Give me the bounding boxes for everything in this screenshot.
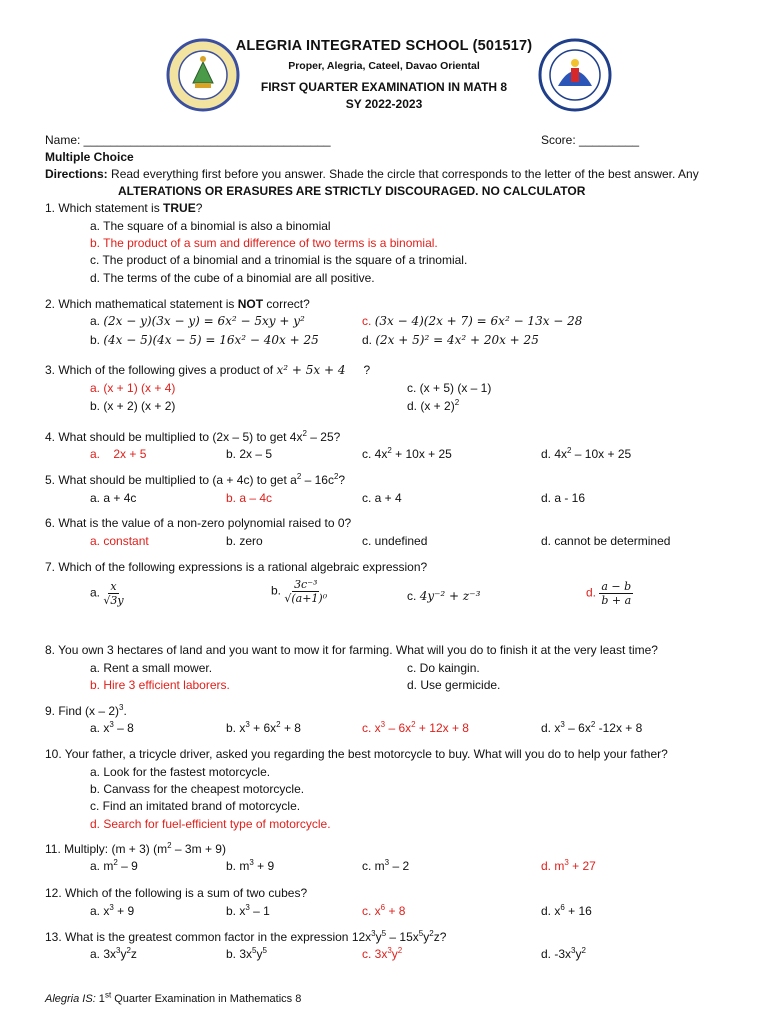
q13-option-a[interactable] (90, 947, 137, 961)
name-field[interactable]: Name: _____________________________________ (45, 133, 331, 147)
q3-stem-end: ? (363, 363, 371, 377)
question-4 (45, 430, 340, 444)
q12-c-1: c. x (362, 904, 381, 918)
school-address: Proper, Alegria, Cateel, Davao Oriental (288, 60, 480, 72)
q13-s2: 3 (371, 929, 376, 938)
q13-s8: 2 (429, 929, 434, 938)
q13-option-d[interactable] (541, 947, 586, 961)
q7-a-denominator: √3y (103, 594, 124, 607)
q3-option-a[interactable]: a. (x + 1) (x + 4) (90, 381, 176, 395)
q9-c-3: – 6x (385, 721, 412, 735)
q13-a-1: a. 3x (90, 947, 117, 961)
question-8: 8. You own 3 hectares of land and you want to mow it for farming. What will you do to finish it at the very least time? (45, 643, 658, 657)
q4-c-a: c. 4x (362, 447, 388, 461)
q9-option-d[interactable] (541, 721, 642, 735)
question-1 (45, 201, 202, 215)
question-7: 7. Which of the following expressions is a rational algebraic expression? (45, 560, 428, 574)
q9-c-5: + 12x + 8 (415, 721, 469, 735)
q11-exp: 2 (167, 841, 172, 850)
q13-s7: y (423, 930, 430, 944)
q13-a-5: z (130, 947, 137, 961)
q13-c-1: c. 3x (362, 947, 388, 961)
footer-sup: st (104, 990, 112, 1000)
directions-text: Read everything first before you answer. Shade the circle that corresponds to the letter of the best answer. Any (107, 167, 699, 181)
q9-a-1: a. x (90, 721, 110, 735)
q9-a-2: 3 (109, 720, 114, 729)
q3-option-c[interactable]: c. (x + 5) (x – 1) (407, 381, 492, 395)
q4-d-c: – 10x + 25 (571, 447, 632, 461)
q11-d-1: d. m (541, 859, 565, 873)
q2-b-label: b. (90, 333, 101, 347)
q13-b-1: b. 3x (226, 947, 253, 961)
q13-c-2: 3 (387, 946, 392, 955)
q9-b-2: 3 (245, 720, 250, 729)
q9-exp: 3 (119, 703, 124, 712)
q1-option-b[interactable]: b. The product of a sum and difference of two terms is a binomial. (90, 236, 438, 250)
q9-c-2: 3 (380, 720, 386, 729)
q6-option-b[interactable]: b. zero (226, 534, 263, 548)
q5-stem-end: ? (338, 473, 346, 487)
q3-stem: 3. Which of the following gives a product of (45, 363, 277, 377)
q7-b-denominator: √(a+1)⁰ (284, 592, 328, 605)
school-year: SY 2022-2023 (345, 97, 423, 111)
q11-a-3: – 9 (117, 859, 138, 873)
q7-a-fraction (103, 580, 123, 607)
q11-b-3: + 9 (253, 859, 275, 873)
q12-d-1: d. x (541, 904, 561, 918)
q9-option-b[interactable] (226, 721, 301, 735)
q13-s5: – 15x (386, 930, 419, 944)
footer-post: Quarter Examination in Mathematics 8 (111, 993, 302, 1005)
q7-b-fraction (284, 578, 327, 605)
section-title: Multiple Choice (45, 150, 134, 164)
q5-stem: 5. What should be multiplied to (a + 4c) to get a (45, 473, 297, 487)
q4-c-exp: 2 (387, 446, 392, 455)
q13-b-4: 5 (262, 946, 267, 955)
question-2 (45, 297, 310, 311)
q12-b-3: – 1 (249, 904, 270, 918)
q2-d-label: d. (362, 333, 373, 347)
q8-option-d[interactable]: d. Use germicide. (407, 678, 501, 692)
q2-option-b[interactable] (90, 333, 319, 347)
q11-c-3: – 2 (389, 859, 410, 873)
footer-pre: 1 (95, 993, 105, 1005)
q11-c-1: c. m (362, 859, 385, 873)
q12-option-a[interactable] (90, 904, 134, 918)
q1-stem: 1. Which statement is (45, 201, 164, 215)
q5-exp2: 2 (333, 472, 339, 481)
q1-emph: TRUE (163, 201, 196, 215)
page-footer (45, 990, 302, 1005)
q12-option-b[interactable] (226, 904, 270, 918)
q9-b-5: + 8 (280, 721, 301, 735)
q9-b-3: + 6x (249, 721, 277, 735)
q1-stem-end: ? (195, 201, 203, 215)
question-6: 6. What is the value of a non-zero polynomial raised to 0? (45, 516, 352, 530)
q2-b-expr: (4x − 5)(4x − 5) = 16x² − 40x + 25 (103, 333, 319, 347)
q7-option-b[interactable] (271, 578, 327, 605)
q12-c-3: + 8 (385, 904, 406, 918)
q10-option-d[interactable]: d. Search for fuel-efficient type of motorcycle. (90, 817, 331, 831)
q9-b-4: 2 (276, 720, 281, 729)
q11-a-1: a. m (90, 859, 114, 873)
q13-s3: y (375, 930, 382, 944)
q7-d-denominator: b + a (601, 594, 632, 607)
q2-stem-end: correct? (263, 297, 310, 311)
q7-option-d[interactable] (586, 580, 633, 607)
q7-d-label: d. (586, 585, 597, 600)
q8-option-b[interactable]: b. Hire 3 efficient laborers. (90, 678, 230, 692)
q1-option-d[interactable]: d. The terms of the cube of a binomial are all positive. (90, 271, 375, 285)
q5-option-d[interactable]: d. a - 16 (541, 491, 586, 505)
q13-c-3: y (391, 947, 398, 961)
q12-b-1: b. x (226, 904, 246, 918)
q11-option-d[interactable] (541, 859, 596, 873)
q13-a-3: y (120, 947, 127, 961)
q5-option-c[interactable]: c. a + 4 (362, 491, 402, 505)
question-3 (45, 363, 370, 377)
question-9 (45, 704, 127, 718)
q12-option-d[interactable] (541, 904, 592, 918)
question-13 (45, 930, 446, 944)
q9-d-2: 3 (560, 720, 565, 729)
q2-c-expr: (3x − 4)(2x + 7) = 6x² − 13x − 28 (374, 314, 583, 328)
q11-option-a[interactable] (90, 859, 138, 873)
q5-stem-mid: – 16c (301, 473, 334, 487)
q13-s1: 13. What is the greatest common factor in the expression 12x (45, 930, 372, 944)
q12-a-3: + 9 (113, 904, 135, 918)
question-5 (45, 473, 345, 487)
q7-c-label: c. (407, 589, 417, 603)
q11-option-b[interactable] (226, 859, 274, 873)
q3-option-b[interactable]: b. (x + 2) (x + 2) (90, 399, 176, 413)
q2-option-a[interactable] (90, 314, 305, 328)
q3-d-text: d. (x + 2) (407, 399, 455, 413)
q9-c-1: c. x (362, 721, 381, 735)
q1-option-a[interactable]: a. The square of a binomial is also a binomial (90, 219, 331, 233)
question-12: 12. Which of the following is a sum of two cubes? (45, 886, 308, 900)
q5-option-b[interactable]: b. a – 4c (226, 491, 273, 505)
q13-d-4: 2 (581, 946, 586, 955)
question-11 (45, 842, 226, 856)
q5-exp1: 2 (296, 472, 302, 481)
score-field[interactable]: Score: _________ (541, 133, 640, 147)
q4-d-exp: 2 (567, 446, 572, 455)
q9-d-4: 2 (590, 720, 596, 729)
q1-option-c[interactable]: c. The product of a binomial and a trinomial is the square of a trinomial. (90, 253, 468, 267)
q2-option-c[interactable] (362, 314, 582, 328)
q3-option-d[interactable] (407, 399, 459, 413)
footer-school: Alegria IS: (45, 993, 96, 1005)
q7-c-expr: 4y⁻² + z⁻³ (419, 589, 481, 603)
q3-expr: x² + 5x + 4 (276, 363, 346, 377)
q9-stem-end: . (123, 704, 127, 718)
q5-option-a[interactable]: a. a + 4c (90, 491, 137, 505)
q13-option-b[interactable] (226, 947, 267, 961)
exam-title: FIRST QUARTER EXAMINATION IN MATH 8 (260, 80, 508, 94)
q12-d-3: + 16 (564, 904, 592, 918)
q12-b-2: 3 (245, 903, 250, 912)
q13-a-4: 2 (126, 946, 131, 955)
q6-option-c[interactable]: c. undefined (362, 534, 428, 548)
q10-option-c[interactable]: c. Find an imitated brand of motorcycle. (90, 799, 301, 813)
q2-stem: 2. Which mathematical statement is (45, 297, 238, 311)
q6-option-a[interactable]: a. constant (90, 534, 149, 548)
q11-stem: 11. Multiply: (m + 3) (m (45, 842, 168, 856)
q9-option-c[interactable] (362, 721, 469, 735)
q13-c-4: 2 (397, 946, 403, 955)
q4-stem-end: – 25? (306, 430, 341, 444)
q9-d-3: – 6x (564, 721, 591, 735)
q11-b-1: b. m (226, 859, 250, 873)
q2-c-label: c. (362, 314, 372, 328)
q6-option-d[interactable]: d. cannot be determined (541, 534, 671, 548)
q7-option-a[interactable] (90, 580, 124, 607)
q11-a-2: 2 (113, 858, 118, 867)
q12-option-c[interactable] (362, 904, 405, 918)
q2-a-label: a. (90, 314, 101, 328)
q7-a-label: a. (90, 585, 101, 600)
q11-d-2: 3 (564, 858, 569, 867)
q8-option-a[interactable]: a. Rent a small mower. (90, 661, 213, 675)
q12-a-1: a. x (90, 904, 110, 918)
q10-option-a[interactable]: a. Look for the fastest motorcycle. (90, 765, 271, 779)
q8-option-c[interactable]: c. Do kaingin. (407, 661, 480, 675)
q9-d-1: d. x (541, 721, 561, 735)
q7-d-fraction (599, 580, 633, 607)
q13-a-2: 3 (116, 946, 121, 955)
q11-b-2: 3 (249, 858, 254, 867)
q9-b-1: b. x (226, 721, 246, 735)
q13-s4: 5 (381, 929, 387, 938)
q13-s9: z? (433, 930, 447, 944)
q11-option-c[interactable] (362, 859, 409, 873)
q2-a-expr: (2x − y)(3x − y) = 6x² − 5xy + y² (103, 314, 305, 328)
q4-option-b[interactable]: b. 2x – 5 (226, 447, 273, 461)
q7-b-label: b. (271, 583, 282, 598)
q4-c-c: + 10x + 25 (391, 447, 452, 461)
q4-d-a: d. 4x (541, 447, 568, 461)
q12-d-2: 6 (560, 903, 565, 912)
q7-a-numerator: x (110, 580, 117, 593)
q4-option-c[interactable] (362, 447, 452, 461)
q10-option-b[interactable]: b. Canvass for the cheapest motorcycle. (90, 782, 305, 796)
school-name: ALEGRIA INTEGRATED SCHOOL (501517) (235, 38, 533, 54)
q2-option-d[interactable] (362, 333, 539, 347)
q13-d-1: d. -3x (541, 947, 572, 961)
q3-d-exp: 2 (454, 398, 460, 407)
q9-option-a[interactable] (90, 721, 134, 735)
q7-option-c[interactable] (407, 589, 480, 603)
q9-c-4: 2 (411, 720, 416, 729)
directions (45, 167, 745, 181)
q11-d-3: + 27 (568, 859, 596, 873)
q12-c-2: 6 (380, 903, 386, 912)
q2-emph: NOT (237, 297, 264, 311)
q11-stem-end: – 3m + 9) (171, 842, 226, 856)
q2-d-expr: (2x + 5)² = 4x² + 20x + 25 (375, 333, 539, 347)
q13-d-3: y (575, 947, 582, 961)
q4-option-a[interactable]: a. 2x + 5 (90, 447, 147, 461)
exam-header (0, 0, 768, 120)
q13-s6: 5 (418, 929, 424, 938)
q7-d-numerator: a − b (601, 580, 632, 593)
q13-b-2: 5 (252, 946, 257, 955)
q9-stem: 9. Find (x – 2) (45, 704, 120, 718)
q13-b-3: y (256, 947, 263, 961)
question-10: 10. Your father, a tricycle driver, asked you regarding the best motorcycle to buy. What will you do to help your father? (45, 747, 668, 761)
q4-option-d[interactable] (541, 447, 631, 461)
directions-label: Directions: (45, 167, 108, 181)
q12-a-2: 3 (109, 903, 114, 912)
q13-d-2: 3 (571, 946, 576, 955)
q11-c-2: 3 (384, 858, 390, 867)
q9-a-3: – 8 (113, 721, 134, 735)
q4-stem-exp: 2 (302, 429, 307, 438)
q9-d-5: -12x + 8 (595, 721, 643, 735)
erasure-notice: ALTERATIONS OR ERASURES ARE STRICTLY DISCOURAGED. NO CALCULATOR (118, 184, 586, 198)
q7-b-numerator: 3c⁻³ (294, 578, 318, 591)
q4-stem: 4. What should be multiplied to (2x – 5) to get 4x (45, 430, 303, 444)
q13-option-c[interactable] (362, 947, 402, 961)
